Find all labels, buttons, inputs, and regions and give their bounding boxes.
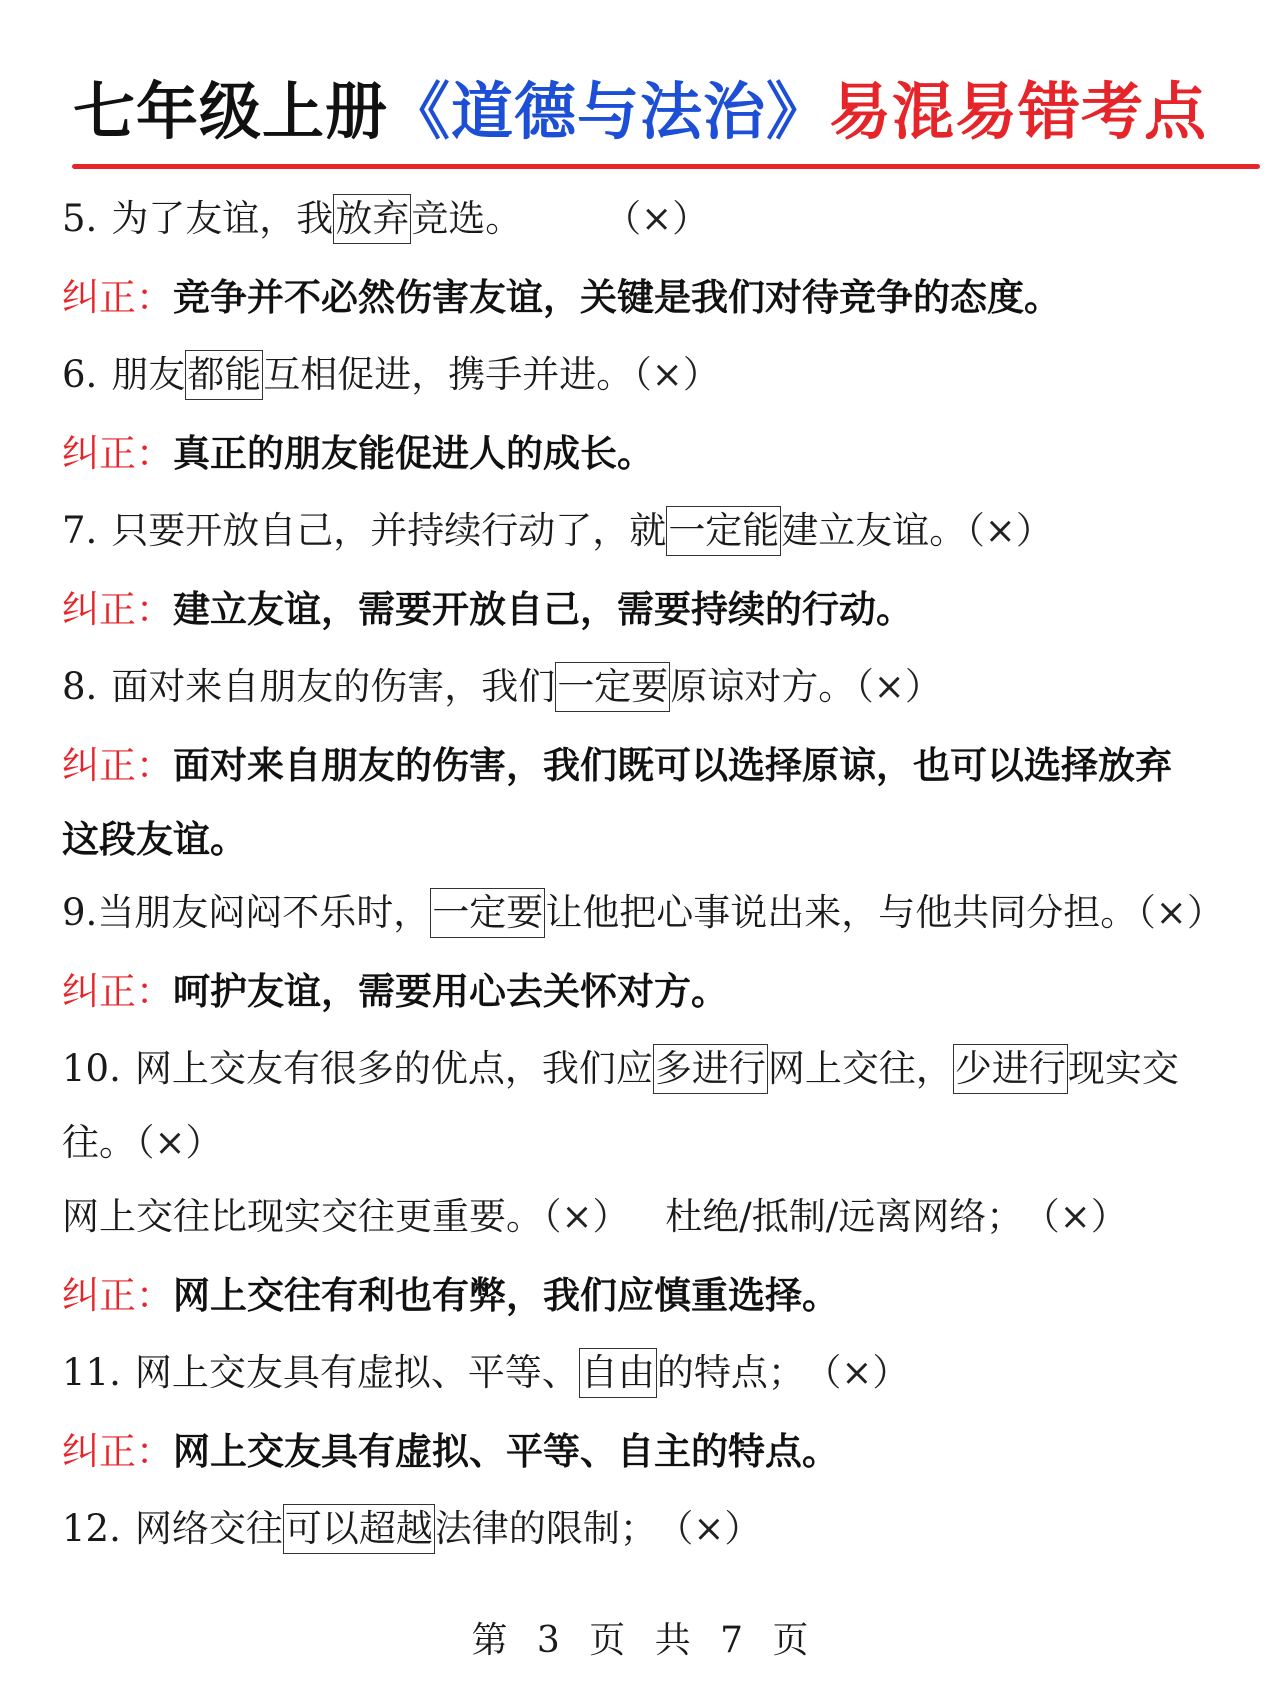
wrong-mark: （×） [604,197,710,240]
key-word-box: 一定要 [555,662,670,712]
question-10-continued: 往。（×） [62,1121,223,1164]
page-number: 第 3 页 共 7 页 [471,1620,809,1661]
correction-10: 纠正：网上交往有利也有弊，我们应慎重选择。 [62,1273,839,1317]
correction-6: 纠正：真正的朋友能促进人的成长。 [62,431,654,475]
correction-8: 纠正：面对来自朋友的伤害，我们既可以选择原谅，也可以选择放弃 [62,743,1172,787]
question-12: 12. 网络交往可以超越法律的限制； （×） [62,1490,1242,1568]
correction-label: 纠正： [62,1274,173,1317]
page-title [0,72,1280,152]
wrong-mark: （×） [822,1351,910,1394]
correction-5: 纠正：竞争并不必然伤害友谊，关键是我们对待竞争的态度。 [62,275,1061,319]
question-9: 9.当朋友闷闷不乐时，一定要让他把心事说出来，与他共同分担。（×） [62,874,1242,952]
correction-label: 纠正： [62,744,173,787]
correction-8-continued: 这段友谊。 [62,817,247,861]
question-10: 10. 网上交友有很多的优点，我们应多进行网上交往，少进行现实交 [62,1030,1242,1108]
question-7: 7. 只要开放自己，并持续行动了，就一定能建立友谊。（×） [62,492,1242,570]
correction-9: 纠正：呵护友谊，需要用心去关怀对方。 [62,969,728,1013]
correction-label: 纠正： [62,970,173,1013]
correction-11: 纠正：网上交友具有虚拟、平等、自主的特点。 [62,1429,839,1473]
question-10-extra: 网上交往比现实交往更重要。（×） 杜绝/抵制/远离网络； （×） [62,1195,1128,1238]
wrong-mark: （×） [1041,1195,1128,1238]
title-underline [72,164,1260,169]
wrong-mark: （×） [1137,891,1224,934]
wrong-mark: （×） [674,1507,762,1550]
title-topic: 易混易错考点 [829,75,1208,148]
wrong-mark: （×） [633,353,720,396]
wrong-mark: （×） [543,1195,630,1238]
correction-7: 纠正：建立友谊，需要开放自己，需要持续的行动。 [62,587,913,631]
wrong-mark: （×） [855,665,942,708]
key-word-box: 多进行 [653,1044,768,1094]
wrong-mark: （×） [136,1121,223,1164]
key-word-box: 自由 [579,1348,657,1398]
question-6: 6. 朋友都能互相促进，携手并进。（×） [62,336,1242,414]
key-word-box: 可以超越 [283,1504,435,1554]
question-8: 8. 面对来自朋友的伤害，我们一定要原谅对方。（×） [62,648,1242,726]
correction-label: 纠正： [62,432,173,475]
correction-label: 纠正： [62,276,173,319]
wrong-mark: （×） [966,509,1053,552]
title-grade: 七年级上册 [72,75,388,148]
key-word-box: 一定要 [430,888,545,938]
key-word-box: 放弃 [333,194,411,244]
key-word-box: 少进行 [953,1044,1068,1094]
question-5: 5. 为了友谊，我放弃竞选。 （×） [62,180,1242,258]
key-word-box: 一定能 [666,506,781,556]
title-subject: 《道德与法治》 [387,75,829,148]
key-word-box: 都能 [185,350,263,400]
correction-label: 纠正： [62,1430,173,1473]
content [62,180,1242,1568]
correction-label: 纠正： [62,588,173,631]
question-11: 11. 网上交友具有虚拟、平等、自由的特点； （×） [62,1334,1242,1412]
